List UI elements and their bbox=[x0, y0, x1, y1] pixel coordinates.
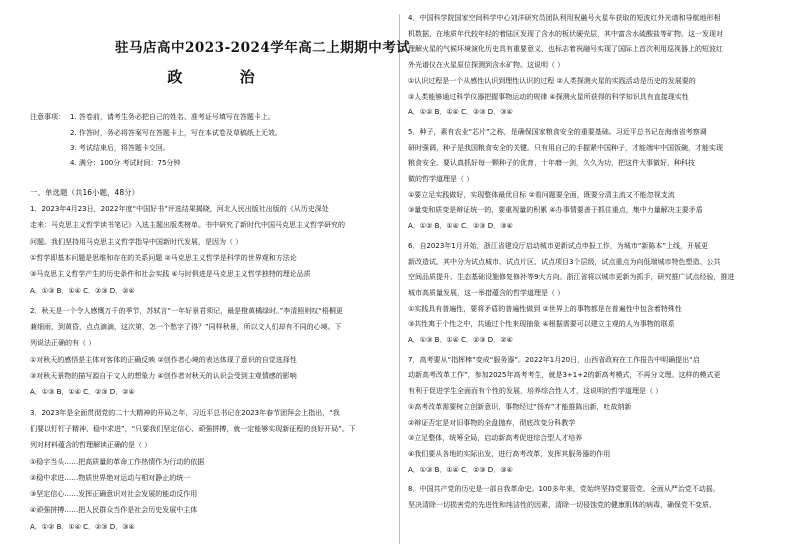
question-line: 城市高质量发展，这一举措蕴含的哲学道理是（ ） bbox=[408, 288, 565, 297]
question-line: A．①③ B．①④ C．②③ D．②④ bbox=[408, 336, 513, 344]
question-line: ①实践具有普遍性，要将矛盾的普遍性做到 ②世界上的事物都是在普遍性中包含着特殊性 bbox=[408, 304, 682, 313]
question-line: A．①③ B．①④ C．②③ D．②④ bbox=[30, 286, 135, 295]
question-line: 坚决清除一切损害党的先进性和纯洁性的因素，清除一切侵蚀党的健康肌体的病毒，确保党不变质、 bbox=[408, 501, 716, 509]
question-line: ①对秋天的感悟是主体对客体的正确反映 ②创作者心境的表达体现了意识的自觉选择性 bbox=[30, 355, 297, 364]
notes-item: 4. 满分：100分 考试时间：75分钟 bbox=[70, 159, 181, 167]
question-line: ③马克思主义哲学产生的历史条件和社会实践 ④与时俱进是马克思主义哲学独特的理论品质 bbox=[30, 270, 311, 279]
question-line: ③立足整体，统筹全局，启动新高考促进综合型人才培养 bbox=[408, 434, 583, 443]
question-line: 8．中国共产党的历史是一部自我革命史。100多年来，党始终坚持党要管党、全面从严治党不动摇， bbox=[408, 485, 720, 494]
question-line: ③对秋天景物的描写源自于文人的想象力 ④创作者对秋天的认识会受到主观情感的影响 bbox=[30, 372, 297, 380]
notes-item: 1. 答卷前，请考生务必把自己的姓名、准考证号填写在答题卡上。 bbox=[70, 113, 275, 121]
question-line: 研时强调，种子是我国粮食安全的关键。只有用自己的手握紧中国种子，才能端牢中国饭碗，才能实现 bbox=[408, 143, 723, 152]
question-line: 新改造试。其中分为试点城市、试点片区、试点项目3个层级，试点重点为向低端城市特色塑造、公共 bbox=[408, 257, 721, 266]
question-line: ③坚定信心……发挥正确意识对社会发展的能动反作用 bbox=[30, 490, 198, 499]
question-line: 走来：马克思主义哲学读书笔记》入选主题出版类榜单。书中研究了新时代中国马克思主义哲学研究的 bbox=[30, 221, 345, 230]
question-line: 6．自2023年1月开始，浙江省建设厅启动城市更新试点申报工作，为城市“新陈本”上线，开展更 bbox=[408, 241, 708, 250]
question-line: 粮食安全。要认真抓好每一颗种子的优育，十年磨一剑，久久为功，把这件大事做好，种科技 bbox=[408, 159, 695, 168]
question-line: ①哲学即基本问题是思维和存在的关系问题 ②马克思主义哲学是科学的世界观和方法论 bbox=[30, 253, 297, 262]
question-line: A．①③ B．①④ C．②③ D．②④ bbox=[30, 388, 135, 397]
column-divider bbox=[399, 14, 400, 544]
exam-subject: 政 治 bbox=[167, 68, 281, 86]
question-line: 机数据，在地质年代较年轻的着陆区发现了含水的板状硬壳层，其中富含水硫酸盐等矿物。这一发现对 bbox=[408, 29, 723, 38]
question-line: A．①② B．①④ C．②③ D．③④ bbox=[408, 222, 513, 231]
question-line: 有利于促进学生全面而有个性的发展，培养综合性人才，这说明的哲学道理是（ ） bbox=[408, 387, 663, 396]
question-line: 1．2023年4月23日，2022年度“中国好书”评选结果揭晓，河北人民出版社出版的《从历史深处 bbox=[30, 205, 329, 213]
question-line: ①高考改革需要树立创新意识，事物经过“扬弃”才能推陈出新，吐故纳新 bbox=[408, 402, 632, 411]
question-line: A．①② B．①④ C．②③ D．③④ bbox=[408, 108, 513, 117]
notes-heading: 注意事项： bbox=[30, 113, 65, 121]
notes-item: 3. 考试结束后，将答题卡交回。 bbox=[70, 144, 170, 152]
question-line: 兼细雨，到黄昏，点点滴滴，这次第，怎一个愁字了得？”同样秋景，所以文人们却有不同的心境。下 bbox=[30, 323, 342, 332]
question-line: 理解火星的气候环境演化历史具有重要意义，也标志着祝融号实现了国际上首次利用巡视器上的短波红 bbox=[408, 45, 723, 54]
question-line: ②稳中求进……物质世界绝对运动与相对静止的统一 bbox=[30, 473, 191, 482]
notes-item: 2. 作答时，务必将答案写在答题卡上，写在本试卷及草稿纸上无效。 bbox=[70, 129, 282, 137]
section-heading: 一、单选题（共16小题，48分） bbox=[30, 188, 140, 197]
question-line: ③量变和质变是辩证统一的，要重视量的积累 ④办事情要善于抓住重点，集中力量解决主要矛盾 bbox=[408, 206, 703, 215]
question-line: ④我们要从各地的实际出发，进行高考改革，发挥其服务器的作用 bbox=[408, 449, 611, 458]
question-line: 3．2023年是全面贯彻党的二十大精神的开局之年，习近平总书记在2023年春节团拜会上指出，“我 bbox=[30, 408, 340, 417]
question-line: 2．秋天是一个令人感慨万千的季节，苏轼言“一年好景君须记，最是橙黄橘绿时。”李清照则叹“梧桐更 bbox=[30, 306, 343, 315]
question-line: ①认识过程是一个从感性认识到理性认识的过程 ②人类探测火星的实践活动是历史的发展要的 bbox=[408, 76, 696, 85]
question-line: ①要立足实践做好，实现整体最优目标 ②看问题要全面，既要分清主流又不能忽视支流 bbox=[408, 190, 675, 199]
question-line: 列对材料蕴含的哲理解读正确的是（ ） bbox=[30, 441, 152, 450]
question-line: ②辩证否定是对旧事物的全盘抛弃，彻底改变分科教学 bbox=[408, 418, 576, 427]
question-line: 空间品质提升、生态基础设施修复修补等9大方向。浙江省将以城市更新为抓手，研究推广试点经验，推进 bbox=[408, 273, 735, 282]
question-line: A．①③ B．①④ C．②③ D．③④ bbox=[408, 465, 513, 474]
question-line: 动新高考改革工作”，参加2025年高考考生，就是3+1+2的新高考模式，不再分文理。这样的模式更 bbox=[408, 371, 721, 380]
question-line: 7．高考要从“指挥棒”变成“服务器”。2022年1月20日，山西省政府在工作报告中明确提出“启 bbox=[408, 355, 700, 364]
question-line: 做的哲学道理是（ ） bbox=[408, 175, 474, 183]
question-line: 问题。我们坚持用马克思主义哲学指导中国新时代发展，是因为（ ） bbox=[30, 237, 243, 246]
question-line: ③共性寓于个性之中，共通过个性来现抽象 ④根据需要可以建立主观的人为事物的联系 bbox=[408, 320, 675, 329]
question-line: ①稳字当头……把高质量的革命工作热情作为行动的依据 bbox=[30, 457, 205, 466]
question-line: 列说法正确的有（ ） bbox=[30, 339, 96, 348]
question-line: A．①② B．①④ C．②③ D．③④ bbox=[30, 522, 135, 531]
question-line: ④顽强拼搏……把人民群众当作是社会历史发展中主体 bbox=[30, 506, 198, 515]
question-line: 们要以钉钉子精神、稳中求进”，“只要我们坚定信心、顽强拼搏，就一定能够实现新征程的良好开局”。下 bbox=[30, 424, 356, 433]
question-line: 4．中国科学院国家空间科学中心刘洋研究员团队利用祝融号火星车获取的短波红外光谱和导航地形相 bbox=[408, 14, 721, 22]
question-line: 5．种子，素有农业“芯片”之称，是确保国家粮食安全的重要基础。习近平总书记在海南省考察调 bbox=[408, 127, 707, 136]
question-line: ③人类能够通过科学仪器把握事物运动的规律 ④探测火星所获得的科学知识具有直接现实性 bbox=[408, 92, 689, 101]
exam-title: 驻马店高中2023-2024学年高二上期期中考试 bbox=[115, 40, 411, 56]
question-line: 外光谱仪在火星原位探测到含水矿物。这说明（ ） bbox=[408, 61, 565, 70]
